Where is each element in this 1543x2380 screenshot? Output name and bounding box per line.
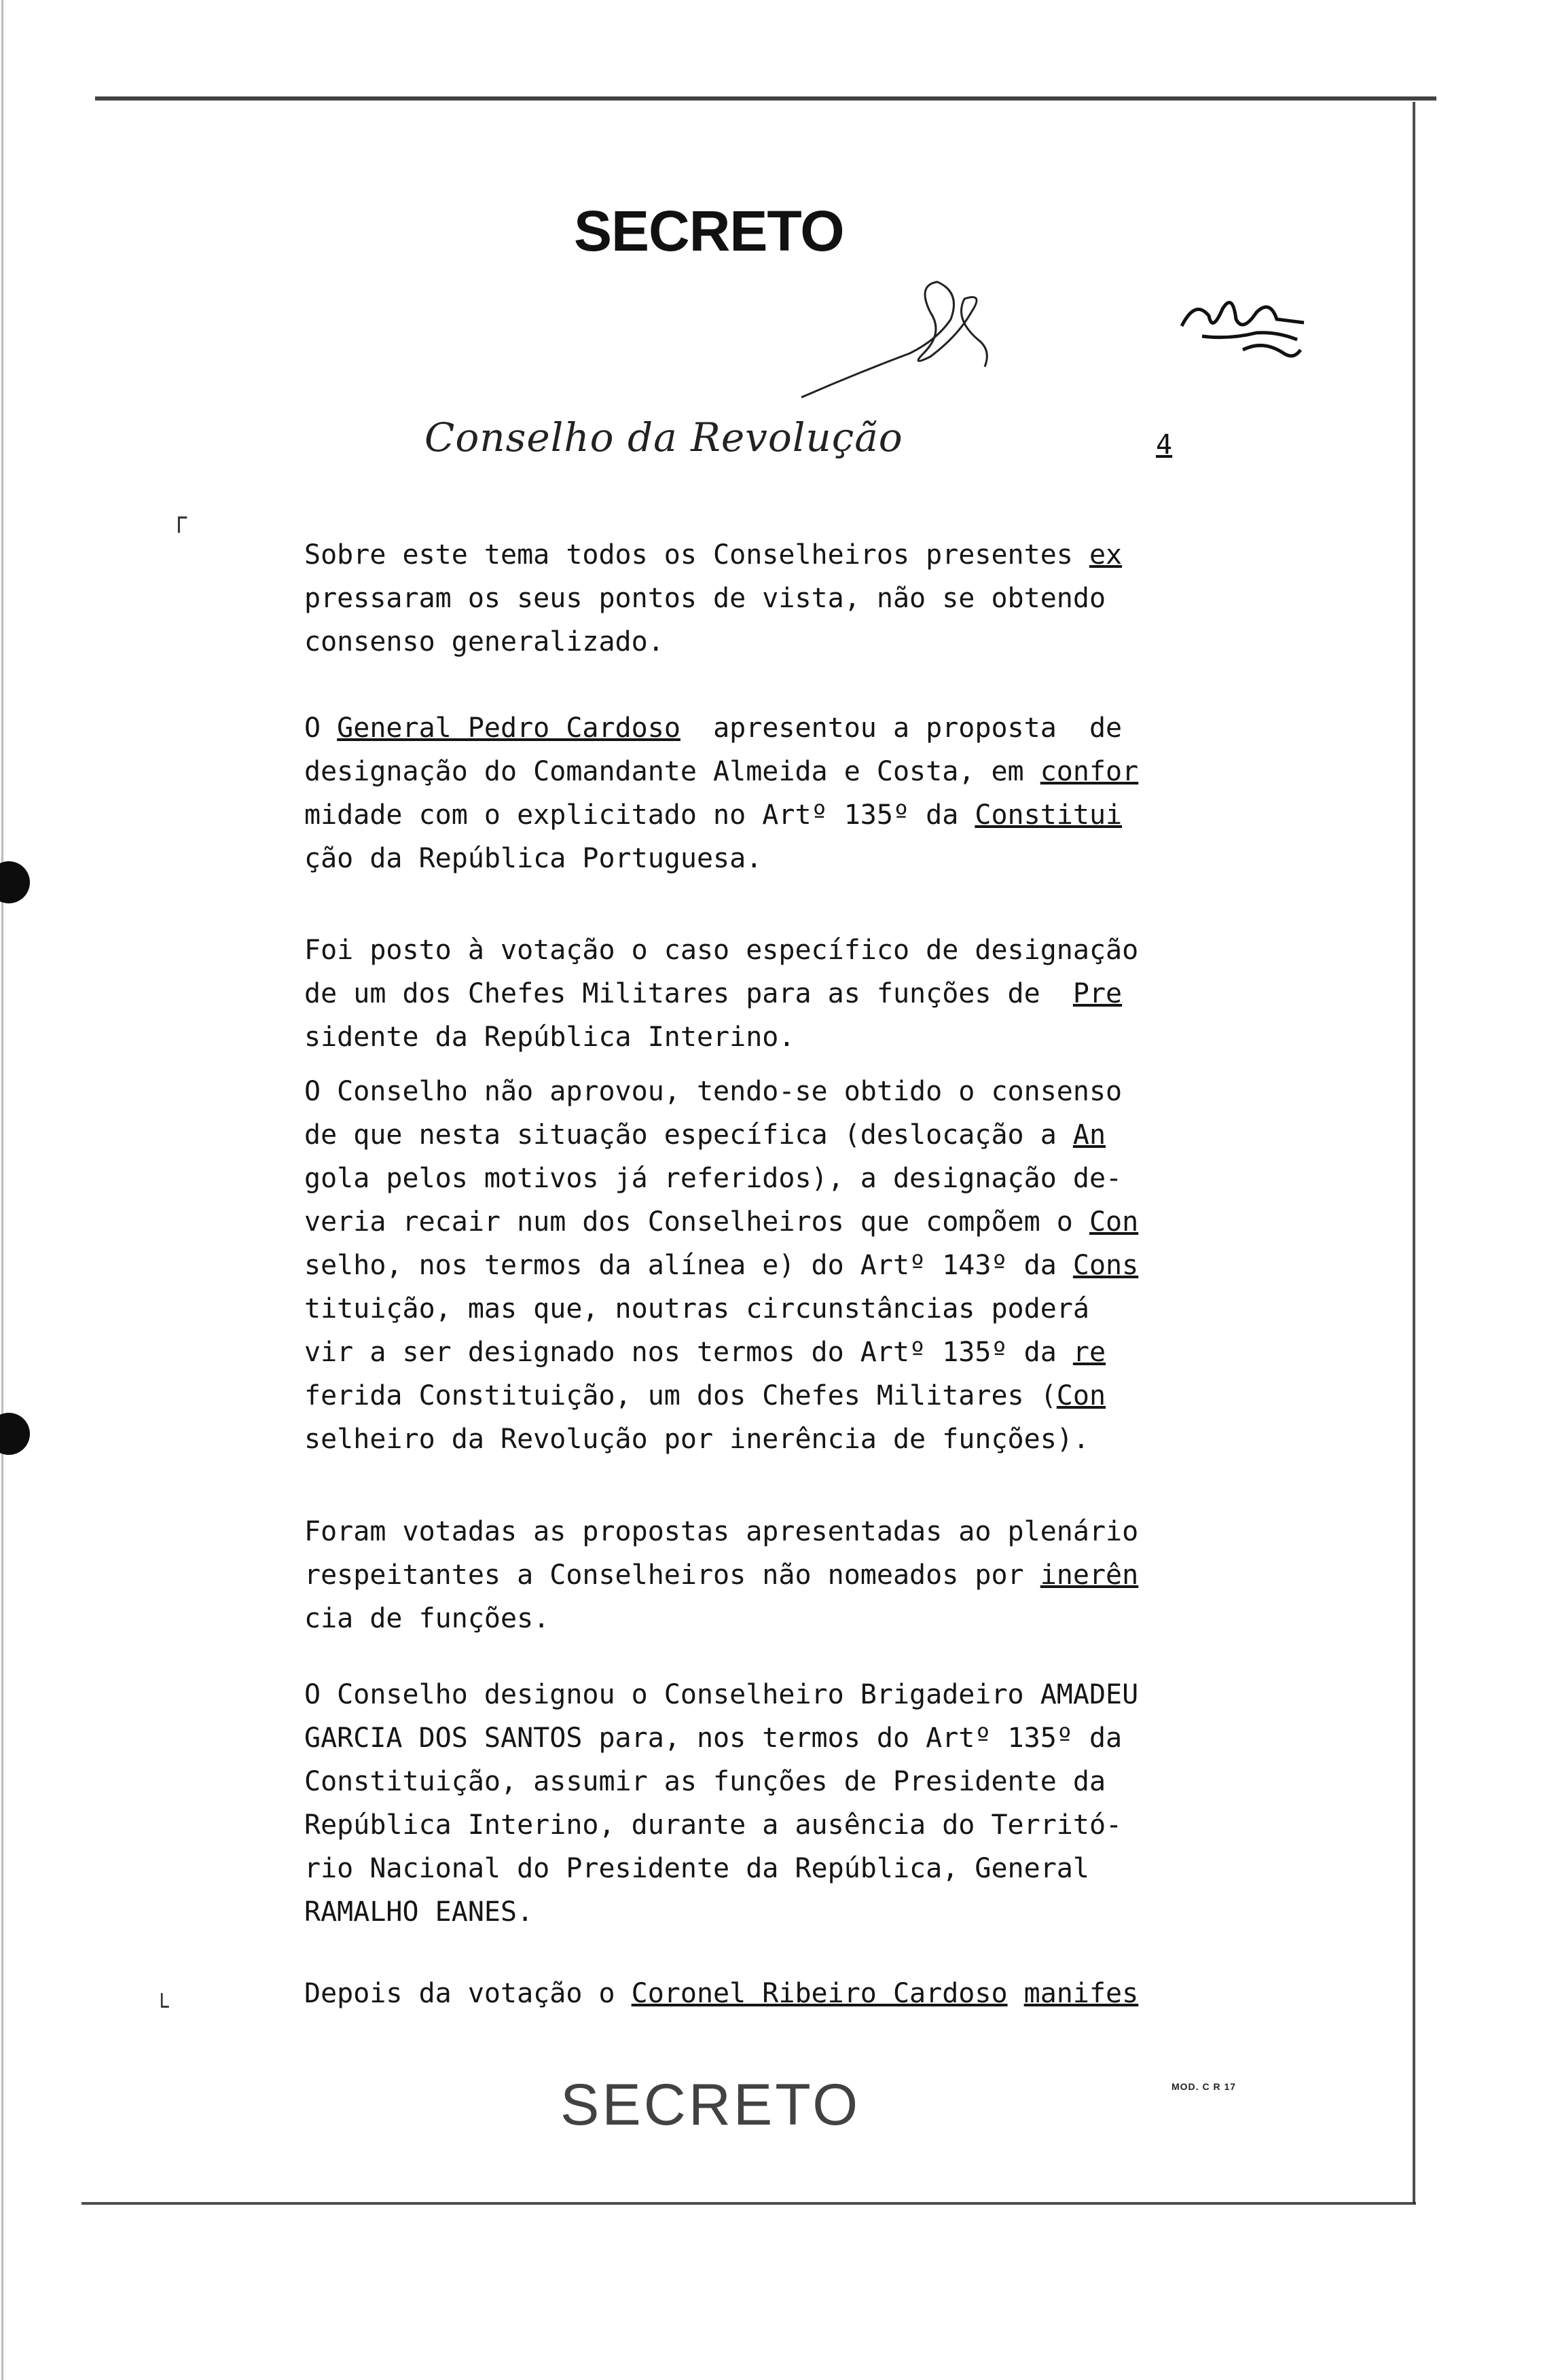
classification-stamp-bottom: SECRETO bbox=[560, 2072, 861, 2138]
handwritten-signature bbox=[1175, 285, 1311, 367]
handwritten-initials bbox=[795, 272, 1019, 408]
paragraph: O Conselho não aprovou, tendo-se obtido o consenso de que nesta situação específica (deslocação a An gola pelos motivos já referidos), a designação de- veria recair num dos Conselheiros que compõem o Con selho, nos termos da alínea e) do Artº 143º da Cons tituição, mas que, noutras circunstâncias poderá vir a ser designado nos termos do Artº 135º da re ferida Constituição, um dos Chefes Militares (Con selheiro da Revolução por inerência de funções). bbox=[304, 1076, 1139, 1455]
punch-hole bbox=[0, 1413, 30, 1455]
top-border-line bbox=[95, 96, 1436, 101]
paragraph: Depois da votação o Coronel Ribeiro Cardoso manifes bbox=[304, 1978, 1139, 2009]
paragraph: O Conselho designou o Conselheiro Brigadeiro AMADEU GARCIA DOS SANTOS para, nos termos do Artº 135º da Constituição, assumir as funções de Presidente da República Interino, durante a ausência do Territó- rio Nacional do Presidente da República, General RAMALHO EANES. bbox=[304, 1679, 1139, 1928]
paragraph: Sobre este tema todos os Conselheiros presentes ex pressaram os seus pontos de vista, não se obtendo consenso generalizado. bbox=[304, 539, 1123, 657]
right-border-line bbox=[1413, 102, 1415, 2203]
paragraph: O General Pedro Cardoso apresentou a proposta de designação do Comandante Almeida e Costa, em confor midade com o explicitado no Artº 135º da Constitui ção da República Portuguesa. bbox=[304, 713, 1139, 874]
paragraph: Foi posto à votação o caso específico de designação de um dos Chefes Militares para as funções de Pre sidente da República Interino. bbox=[304, 935, 1139, 1053]
margin-bracket-mark: └ bbox=[155, 1994, 169, 2021]
scan-edge bbox=[1, 0, 3, 2380]
page-number: 4 bbox=[1156, 429, 1173, 461]
paragraph: Foram votadas as propostas apresentadas ao plenário respeitantes a Conselheiros não nomeados por inerên cia de funções. bbox=[304, 1516, 1139, 1634]
letterhead-title: Conselho da Revolução bbox=[424, 414, 903, 461]
underlined-name: General Pedro Cardoso bbox=[337, 713, 680, 744]
underlined-name: Coronel Ribeiro Cardoso bbox=[631, 1978, 1008, 2009]
bottom-border-line bbox=[81, 2202, 1416, 2205]
classification-stamp-top: SECRETO bbox=[574, 199, 844, 263]
form-code: MOD. C R 17 bbox=[1172, 2081, 1237, 2092]
margin-tick-mark: ┌ bbox=[171, 503, 187, 533]
punch-hole bbox=[0, 861, 30, 903]
